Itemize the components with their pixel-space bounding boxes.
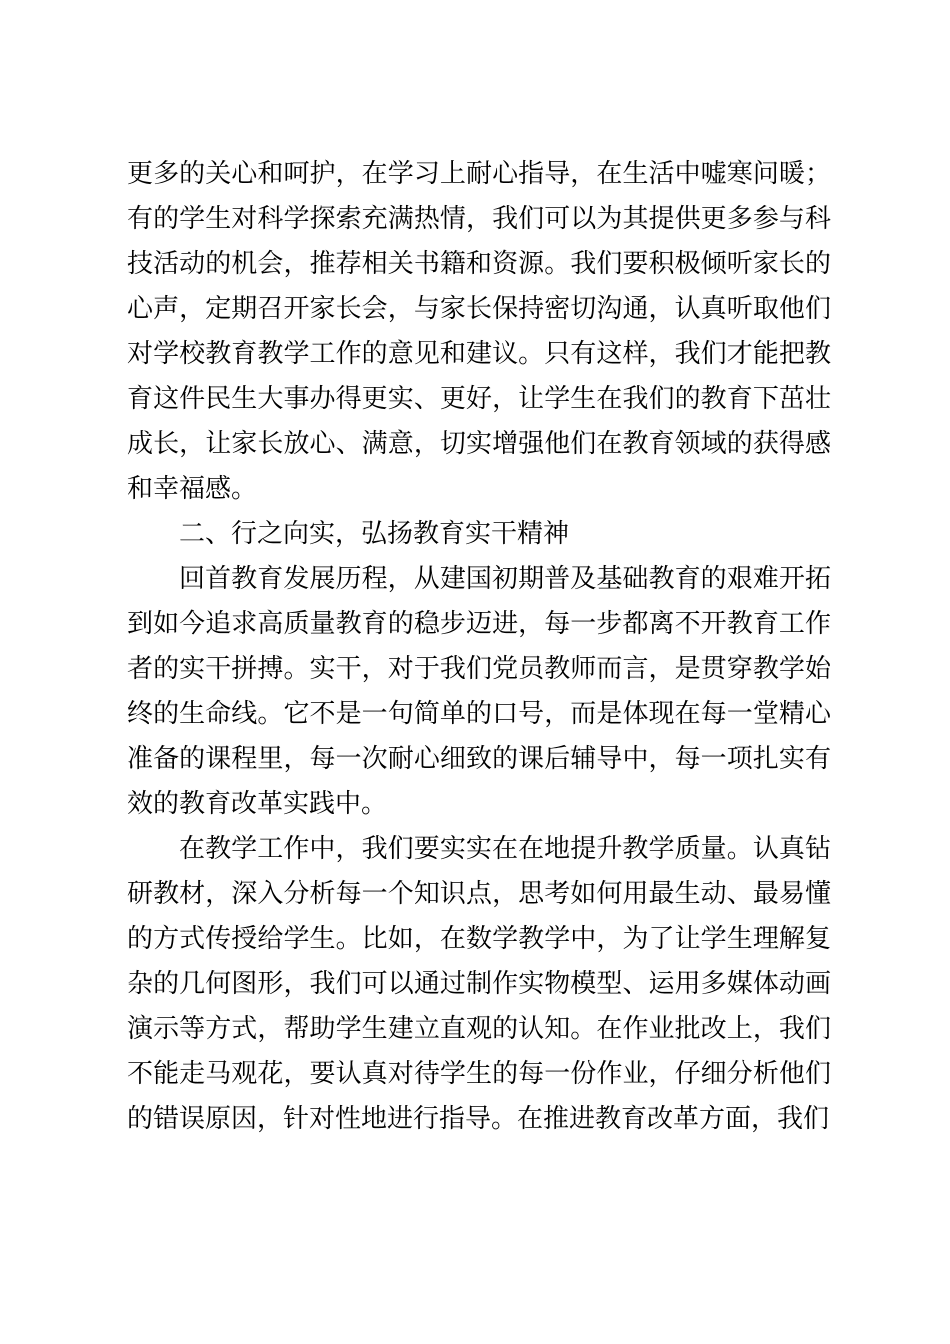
paragraph-teaching-work: 在教学工作中，我们要实实在在地提升教学质量。认真钻研教材，深入分析每一个知识点，思考如何用最生动、最易懂的方式传授给学生。比如，在数学教学中，为了让学生理解复杂的几何图形，我们可以通过制作实物模型、运用多媒体动画演示等方式，帮助学生建立直观的认知。在作业批改上，我们不能走马观花，要认真对待学生的每一份作业，仔细分析他们的错误原因，针对性地进行指导。在推进教育改革方面，我们	[127, 834, 831, 1134]
paragraph-continuation: 更多的关心和呵护，在学习上耐心指导，在生活中嘘寒问暖；有的学生对科学探索充满热情，我们可以为其提供更多参与科技活动的机会，推荐相关书籍和资源。我们要积极倾听家长的心声，定期召开家长会，与家长保持密切沟通，认真听取他们对学校教育教学工作的意见和建议。只有这样，我们才能把教育这件民生大事办得更实、更好，让学生在我们的教育下茁壮成长，让家长放心、满意，切实增强他们在教育领域的获得感和幸福感。	[127, 159, 831, 504]
section-heading: 二、行之向实，弘扬教育实干精神	[179, 519, 570, 549]
paragraph-section-intro: 回首教育发展历程，从建国初期普及基础教育的艰难开拓到如今追求高质量教育的稳步迈进，每一步都离不开教育工作者的实干拼搏。实干，对于我们党员教师而言，是贯穿教学始终的生命线。它不是一句简单的口号，而是体现在每一堂精心准备的课程里，每一次耐心细致的课后辅导中，每一项扎实有效的教育改革实践中。	[127, 564, 831, 819]
document-body	[127, 152, 831, 1142]
